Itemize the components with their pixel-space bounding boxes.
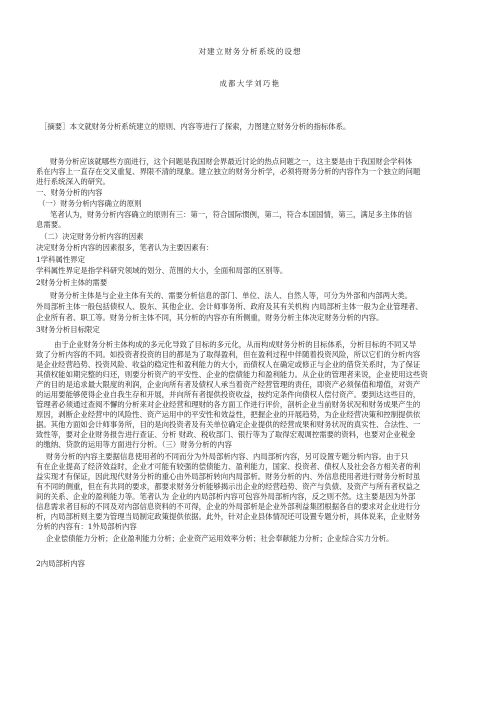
- factor-heading: 1学科属性界定: [36, 255, 86, 264]
- factor-body-line: 是企业经营趋势、投资风险、收益的稳定性和盈利能力的大小，而债权人在确定或修正与企业的借贷关系时，为了保证: [36, 360, 421, 369]
- factor-body-line: 财务分析主体是与企业主体有关的、需要分析信息的部门、单位、法人、自然人等，可分为外部和内部两大类。: [50, 291, 413, 300]
- factor-body-line: 致了分析内容的不同。如投资者投资的目的都是为了取得盈利，但在盈利过程中伴随着投资风险，所以它们的分析内容: [36, 350, 421, 359]
- subsection-heading: （一）财务分析内容确立的原则: [38, 199, 142, 208]
- external-analysis-content: 企业偿债能力分析；企业盈利能力分析；企业资产运用效率分析；社会奉献能力分析；企业综合实力分析。: [46, 534, 394, 543]
- factor-intro: 决定财务分析内容的因素很多，笔者认为主要因素有：: [36, 243, 214, 252]
- factor-body-line: 管理者必须通过查阅不懈的分析来对企业经营和理财的各方面工作进行评价，剖析企业当前财务状况和财务成果产生的: [36, 400, 421, 409]
- principle-line: 笔者认为，财务分析内容确立的原则有三：第一，符合国际惯例，第二，符合本国国情，第三，满足多主体的信: [50, 210, 413, 219]
- factor-body-line: 原因，剥断企业经营中的风险性、资产运用中的平安性和效益性，把握企业的开展趋势，为企业经营决策和控制提供依: [36, 410, 421, 419]
- factor-body-line: 由于企业财务分析主体构成的多元化导致了目标的多元化，从而构成财务分析的目标体系，分析目标的不同又导: [54, 340, 417, 349]
- subsection-heading: （二）决定财务分析内容的因素: [40, 232, 144, 241]
- factor-body-line: 企业所有者、职工等。财务分析主体不同，其分析的内容亦有所侧重，财务分析主体决定财务分析的内容。: [36, 313, 384, 322]
- intro-line: 进行系统深入的研究。: [36, 177, 110, 186]
- factor-body-line: 益实现才有保证，因此现代财务分析的重心由外局部析转向内局部析。财务分析的内、外信息使用者进行财务分析时虽: [36, 472, 421, 481]
- factor-body: 学科属性界定是指学科研究领域的划分、范围的大小，全面和局部的区别等。: [36, 266, 288, 275]
- factor-body-line: 的缴纳、贷款的运用等方面进行分析。（三）财务分析的内容: [36, 440, 232, 449]
- intro-line: 系在内容上一直存在交叉重复、界限不清的现象。建立独立的财务分析学，必须将财务分析的内容作为一个独立的问题: [36, 167, 421, 176]
- factor-body-line: 分析的内容有：1外局部析内容: [36, 522, 137, 531]
- section-heading: 一、财务分析的内容: [36, 188, 103, 197]
- factor-body-line: 财务分析的内容主要据信息使用者的不同而分为外局部析内容、内局部析内容，另可设置专题分析内容。由于只: [46, 452, 409, 461]
- factor-body-line: 有不同的侧重，但在有共同的要求，都要求财务分析能够揭示出企业的经营趋势、资产与负债、及资产与所有者权益之: [36, 482, 421, 491]
- factor-body-line: 析，内局部析则主要为管理当局制定政策提供依据。此外，针对企业县体情况还可设置专题分析，具体说来，企业财务: [36, 512, 421, 521]
- factor-body-line: 致性等，要对企业财务报告进行查证、分析 财政、税收部门、银行等为了取得宏观调控需要的资料，也要对企业税金: [36, 430, 416, 439]
- principle-line: 息需要。: [36, 220, 66, 229]
- abstract: ［摘要］本文就财务分析系统建立的原则、内容等进行了探索，力图建立财务分析的指标体系。: [40, 122, 351, 131]
- factor-body-line: 间的关系、企业的盈利能力等。笔者认为 企业的内局部析内容可包容外局部析内容，反之则不然。这主要是因为外部: [36, 492, 416, 501]
- document-title: 对建立财务分析系统的设想: [198, 47, 302, 56]
- factor-heading: 2财务分析主体的需要: [36, 278, 108, 287]
- factor-body-line: 信息需求者目标的不同及对内部信息资料的不可得，企业的外局部析是企业外部利益集团根据各自的要求对企业进行分: [36, 502, 421, 511]
- factor-heading: 3财务分析目标限定: [36, 325, 100, 334]
- factor-body-line: 有在企业提高了经济效益时，企业才可能有较强的偿债能力、盈利能力，国家、投资者、债权人及社会各方相关者的利: [36, 462, 421, 471]
- factor-body-line: 产的目的是追求最大限度的利润，企业向所有者及债权人承当着资产经营管理的责任，即资产必须保值和增值，对资产: [36, 380, 421, 389]
- factor-body-line: 据。其他方面如会计师事务所，目的是向投资者及有关单位确定企业提供的经营成果和财务状况的真实性、合法性、一: [36, 420, 421, 429]
- intro-line: 财务分析应该就哪些方面进行，这个问题是我国财会界最近讨论的热点问题之一，这主要是由于我国财会学科体: [50, 157, 413, 166]
- internal-analysis-heading: 2内局部析内容: [36, 559, 86, 568]
- factor-body-line: 外局部析主体一般包括债权人、股东、其他企业、会计师事务所、政府及其有关机构 内局部析主体一般为企业管理者、: [36, 302, 423, 311]
- factor-body-line: 的运用要能够使得企业自我生存和开展，并向所有者提供投资收益，按约定条件向债权人偿付资产。要到达这些目的，: [36, 390, 421, 399]
- factor-body-line: 其债权能如期完整的归还，则要分析资产的平安性、企业的偿债能力和盈利能力。从企业的管理者来说，企业使用这些资: [36, 370, 428, 379]
- author-line: 成都大学刘巧艳: [219, 79, 281, 88]
